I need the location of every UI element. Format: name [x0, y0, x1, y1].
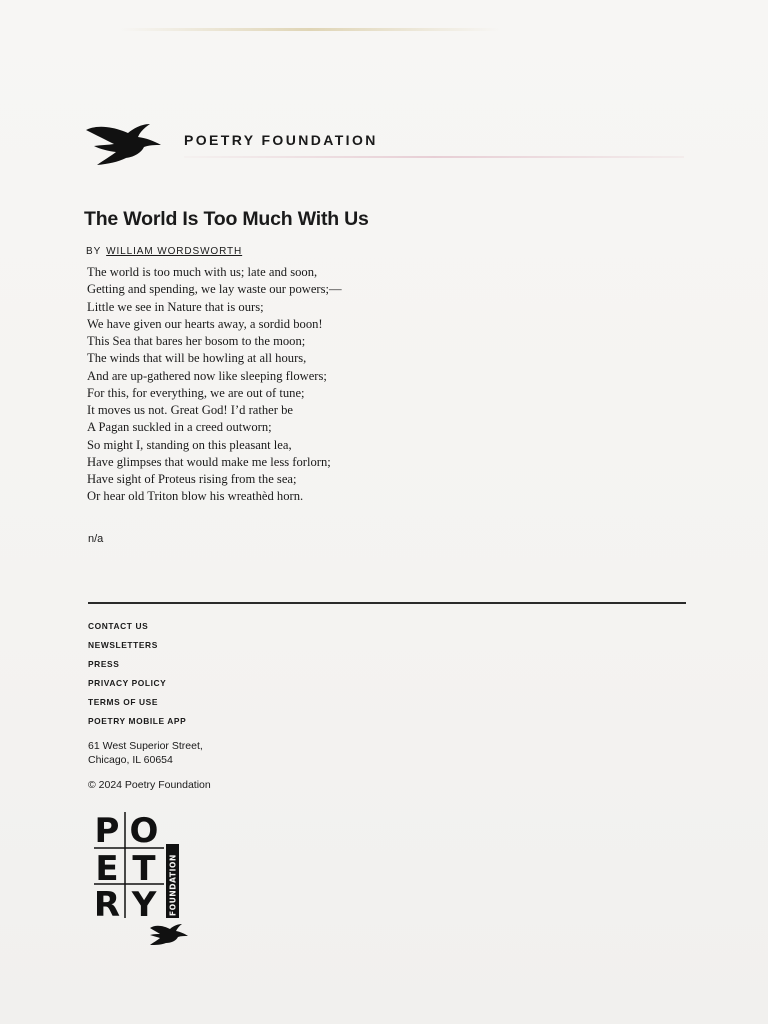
- poem-line: This Sea that bares her bosom to the moon;: [87, 334, 306, 348]
- footer-link-privacy-policy[interactable]: PRIVACY POLICY: [88, 678, 167, 688]
- bird-icon[interactable]: [84, 120, 164, 166]
- brand-name[interactable]: POETRY FOUNDATION: [184, 132, 378, 148]
- poem-line: Or hear old Triton blow his wreathèd horn.: [87, 489, 304, 504]
- logo-letter-p: P: [94, 811, 120, 851]
- byline-prefix: BY: [86, 246, 102, 257]
- poem-line: And are up-gathered now like sleeping flowers;: [87, 368, 327, 383]
- poetry-foundation-logo[interactable]: [92, 810, 192, 945]
- footer-link-press[interactable]: PRESS: [88, 659, 120, 669]
- logo-bird-icon: [150, 924, 188, 945]
- poem-line: We have given our hearts away, a sordid boon!: [87, 316, 323, 331]
- footer-links: [88, 619, 186, 733]
- paper-stain: [120, 28, 500, 31]
- logo-letter-t: T: [132, 849, 156, 889]
- poem-line: It moves us not. Great God! I’d rather be: [87, 403, 293, 417]
- footer-divider: [88, 602, 686, 604]
- byline: [86, 246, 242, 257]
- logo-letter-e: E: [95, 849, 119, 889]
- footer-address: [88, 740, 203, 767]
- footer-link-contact-us[interactable]: CONTACT US: [88, 621, 149, 631]
- logo-letter-r: R: [93, 885, 121, 925]
- copyright: © 2024 Poetry Foundation: [88, 779, 211, 791]
- site-header: [84, 120, 684, 168]
- header-divider: [184, 156, 684, 158]
- logo-letter-o: O: [129, 811, 159, 851]
- author-link[interactable]: WILLIAM WORDSWORTH: [106, 246, 243, 257]
- poem-line: A Pagan suckled in a creed outworn;: [87, 420, 272, 435]
- footer-link-newsletters[interactable]: NEWSLETTERS: [88, 640, 158, 650]
- footer-link-poetry-mobile-app[interactable]: POETRY MOBILE APP: [88, 716, 187, 726]
- poem-title: The World Is Too Much With Us: [84, 208, 369, 230]
- address-line: Chicago, IL 60654: [88, 753, 173, 766]
- poem-line: For this, for everything, we are out of tune;: [87, 385, 305, 400]
- poem-line: Getting and spending, we lay waste our powers;—: [87, 282, 342, 297]
- poem-line: The world is too much with us; late and soon,: [87, 265, 318, 279]
- logo-foundation-text: FOUNDATION: [168, 854, 178, 916]
- logo-letter-y: Y: [131, 885, 157, 925]
- poem-note: n/a: [88, 533, 104, 545]
- poem-body: [87, 264, 342, 506]
- poem-line: Little we see in Nature that is ours;: [87, 299, 264, 314]
- poem-line: So might I, standing on this pleasant lea,: [87, 437, 292, 452]
- poem-line: The winds that will be howling at all hours,: [87, 351, 307, 366]
- footer-link-terms-of-use[interactable]: TERMS OF USE: [88, 697, 159, 707]
- poem-line: Have glimpses that would make me less forlorn;: [87, 454, 331, 469]
- poem-line: Have sight of Proteus rising from the sea;: [87, 472, 297, 486]
- address-line: 61 West Superior Street,: [88, 740, 203, 752]
